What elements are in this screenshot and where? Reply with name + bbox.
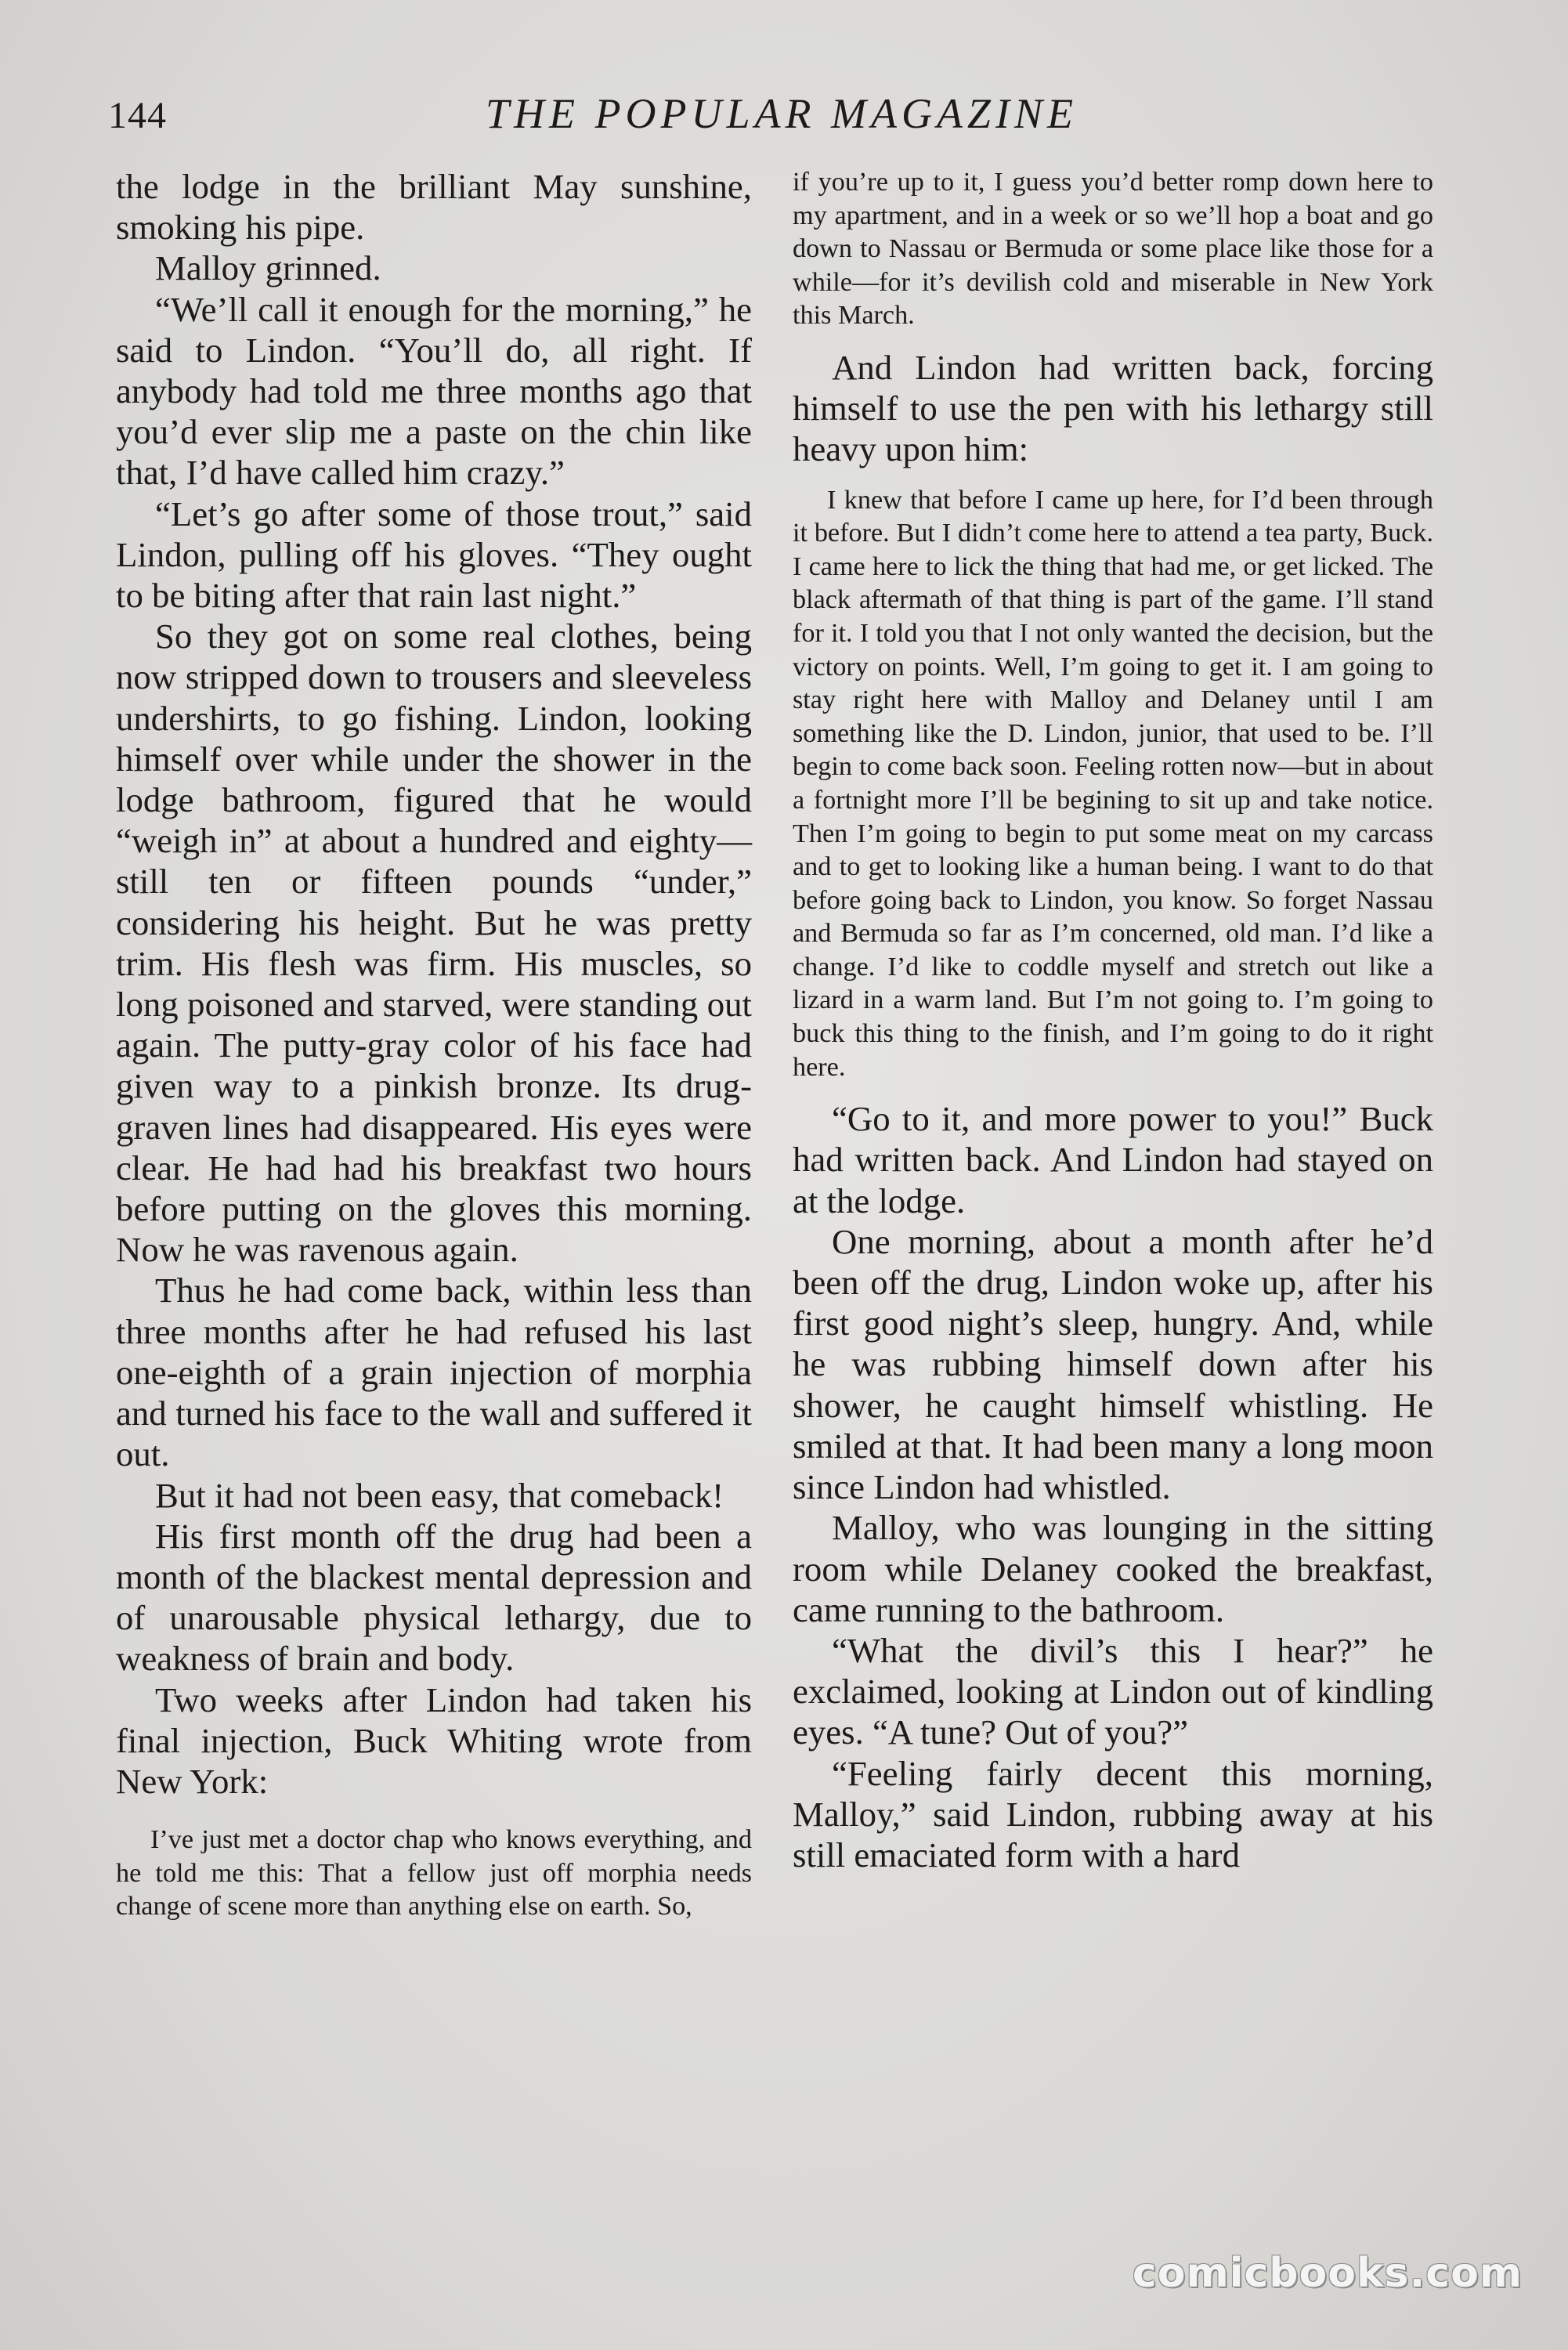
- body-paragraph: His first month off the drug had been a month of the blackest mental depression and of unarousable physical lethargy, due to weakness of brain and body.: [116, 1516, 752, 1679]
- body-paragraph: One morning, about a month after he’d been off the drug, Lindon woke up, after his first good night’s sleep, hungry. And, while he was rubbing himself down after his shower, he caught himself whistling. He smiled at that. It had been many a long moon since Lindon had whistled.: [793, 1221, 1433, 1507]
- right-column: [793, 166, 1433, 1875]
- body-paragraph: But it had not been easy, that comeback!: [155, 1475, 724, 1515]
- body-paragraph: “Feeling fairly decent this morning, Malloy,” said Lindon, rubbing away at his still emaciated form with a hard: [793, 1753, 1433, 1875]
- letter-excerpt: I’ve just met a doctor chap who knows everything, and he told me this: That a fellow just off morphia needs change of scene more than anything else on earth. So,: [116, 1825, 752, 1922]
- body-paragraph: “Go to it, and more power to you!” Buck had written back. And Lindon had stayed on at the lodge.: [793, 1099, 1433, 1220]
- body-paragraph: the lodge in the brilliant May sunshine, smoking his pipe.: [116, 167, 752, 248]
- body-paragraph: “Let’s go after some of those trout,” said Lindon, pulling off his gloves. “They ought to be biting after that rain last night.”: [116, 494, 752, 616]
- body-paragraph: Malloy, who was lounging in the sitting room while Delaney cooked the breakfast, came running to the bathroom.: [793, 1508, 1433, 1629]
- running-title: THE POPULAR MAGAZINE: [486, 90, 1078, 137]
- left-column: [116, 166, 752, 1924]
- letter-excerpt-continued: if you’re up to it, I guess you’d better romp down here to my apartment, and in a week or so we’ll hop a boat and go down to Nassau or Bermuda or some place like those for a while—for it’s devilish cold and miserable in New York this March.: [793, 168, 1433, 331]
- body-paragraph: So they got on some real clothes, being now stripped down to trousers and sleeveless undershirts, to go fishing. Lindon, looking himself over while under the shower in the lodge bathroom, figured that he would “weigh in” at about a hundred and eighty—still ten or fifteen pounds “under,” considering his height. But he was pretty trim. His flesh was firm. His muscles, so long poisoned and starved, were standing out again. The putty-gray color of his face had given way to a pinkish bronze. Its drug-graven lines had disappeared. His eyes were clear. He had had his breakfast two hours before putting on the gloves this morning. Now he was ravenous again.: [116, 616, 752, 1270]
- site-watermark: comicbooks.com: [1132, 2250, 1523, 2297]
- body-paragraph: Malloy grinned.: [155, 248, 381, 288]
- body-paragraph: “We’ll call it enough for the morning,” he said to Lindon. “You’ll do, all right. If anybody had told me three months ago that you’d ever slip me a paste on the chin like that, I’d have called him crazy.”: [116, 289, 752, 493]
- body-paragraph: “What the divil’s this I hear?” he exclaimed, looking at Lindon out of kindling eyes. “A tune? Out of you?”: [793, 1630, 1433, 1752]
- body-paragraph: Thus he had come back, within less than three months after he had refused his last one-eighth of a grain injection of morphia and turned his face to the wall and suffered it out.: [116, 1271, 752, 1474]
- body-paragraph: Two weeks after Lindon had taken his final injection, Buck Whiting wrote from New York:: [116, 1679, 752, 1801]
- page-number: 144: [108, 95, 167, 136]
- reply-letter: I knew that before I came up here, for I’d been through it before. But I didn’t come here to attend a tea party, Buck. I came here to lick the thing that had me, or get licked. The black aftermath of that thing is part of the game. I’ll stand for it. I told you that I not only wanted the decision, but the victory on points. Well, I’m going to get it. I am going to stay right here with Malloy and Delaney until I am something like the D. Lindon, junior, that used to be. I’ll begin to come back soon. Feeling rotten now—but in about a fortnight more I’ll be begining to sit up and take notice. Then I’m going to begin to put some meat on my carcass and to get to looking like a human being. I want to do that before going back to Lindon, you know. So forget Nassau and Bermuda so far as I’m concerned, old man. I’d like a change. I’d like to coddle myself and stretch out like a lizard in a warm land. But I’m not going to. I’m going to buck this thing to the finish, and I’m going to do it right here.: [793, 485, 1433, 1082]
- body-paragraph: And Lindon had written back, forcing himself to use the pen with his lethargy still heavy upon him:: [793, 347, 1433, 469]
